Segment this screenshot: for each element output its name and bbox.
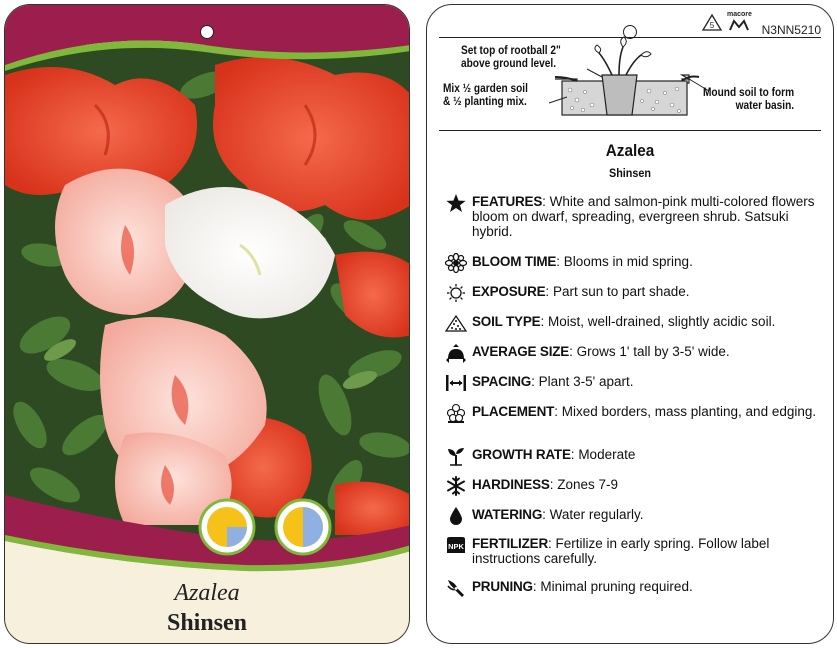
front-artwork [5, 5, 410, 644]
row-text: Plant 3-5' apart. [538, 374, 634, 389]
row-text: Water regularly. [549, 507, 644, 522]
row-text: White and salmon-pink multi-colored flowers bloom on dwarf, spreading, evergreen shrub. Satsuki hybrid. [472, 194, 815, 239]
recycle-number: 5 [709, 21, 715, 30]
row-text: Blooms in mid spring. [563, 254, 693, 269]
row-label: SOIL TYPE [472, 314, 541, 329]
flower-icon [445, 253, 467, 273]
front-plant-name: Azalea [174, 580, 240, 606]
row-text: Moderate [578, 447, 636, 462]
part-sun-icon [200, 500, 254, 554]
front-tag [4, 4, 410, 644]
row-text: Moist, well-drained, slightly acidic soil. [547, 314, 776, 329]
npk-text: NPK [448, 542, 464, 551]
row-text: Grows 1' tall by 3-5' wide. [576, 344, 730, 359]
npk-icon [445, 535, 467, 555]
hang-hole [200, 25, 214, 39]
diagram-label-left: Mix ½ garden soil & ½ planting mix. [443, 83, 528, 108]
row-label: FERTILIZER [472, 536, 548, 551]
spacing-icon [445, 373, 467, 393]
row-label: WATERING [472, 507, 543, 522]
pruners-icon [445, 578, 467, 598]
sprout-icon [445, 446, 467, 466]
row-label: EXPOSURE [472, 284, 546, 299]
diagram-label-right: Mound soil to form water basin. [703, 87, 795, 112]
row-text: Fertilize in early spring. Follow label instructions carefully. [472, 536, 770, 566]
row-text: Minimal pruning required. [540, 579, 693, 594]
row-label: BLOOM TIME [472, 254, 557, 269]
sun-icon [445, 283, 467, 303]
row-text: Part sun to part shade. [552, 284, 690, 299]
macore-logo-icon [728, 18, 750, 32]
macore-label: macore [727, 11, 752, 18]
diagram-rule [439, 130, 821, 131]
part-shade-icon [276, 500, 330, 554]
row-label: PRUNING [472, 579, 533, 594]
star-icon [445, 193, 467, 213]
tag-code: N3NN5210 [761, 23, 821, 37]
back-plant-variety: Shinsen [608, 166, 652, 180]
front-plant-variety: Shinsen [166, 610, 248, 636]
diagram-label-top: Set top of rootball 2" above ground level. [461, 45, 561, 70]
row-label: GROWTH RATE [472, 447, 571, 462]
placement-icon [445, 403, 467, 423]
back-plant-name: Azalea [605, 141, 655, 160]
row-label: PLACEMENT [472, 404, 555, 419]
row-text: Zones 7-9 [557, 477, 619, 492]
row-label: HARDINESS [472, 477, 550, 492]
row-label: SPACING [472, 374, 532, 389]
back-tag: 5 macore N3NN5210 Set top of rootball 2" above ground level. Mix ½ garden soil & ½ planting mix. Mound soil to form water basin. Azalea Shinsen FEATURES: White and salmon-pink multi-colored flowers bloom on dwarf, spreading, evergreen shrub. Satsuki hybrid. BLOOM TIME: Blooms in mid spring. EXPOSURE: Part sun to part shade. SOIL TYPE: Moist, well-drained, slightly acidic soil. AVERAGE SIZE: Grows 1' tall by 3-5' wide. SPACING: Plant 3-5' apart. PLACEMENT: Mixed borders, mass planting, and edging. GROWTH RATE: Moderate HARDINESS: Zones 7-9 WATERING: Water regularly. NPK FERTILIZER: Fertilize in early spring. Follow label instructions carefully. PRUNING: Minimal pruning required. [426, 4, 834, 644]
row-text: Mixed borders, mass planting, and edging. [561, 404, 817, 419]
snowflake-icon [445, 476, 467, 496]
size-icon [445, 343, 467, 363]
recycle-icon [701, 13, 723, 33]
soil-icon [445, 313, 467, 333]
row-label: AVERAGE SIZE [472, 344, 570, 359]
row-label: FEATURES [472, 194, 543, 209]
water-drop-icon [445, 506, 467, 526]
